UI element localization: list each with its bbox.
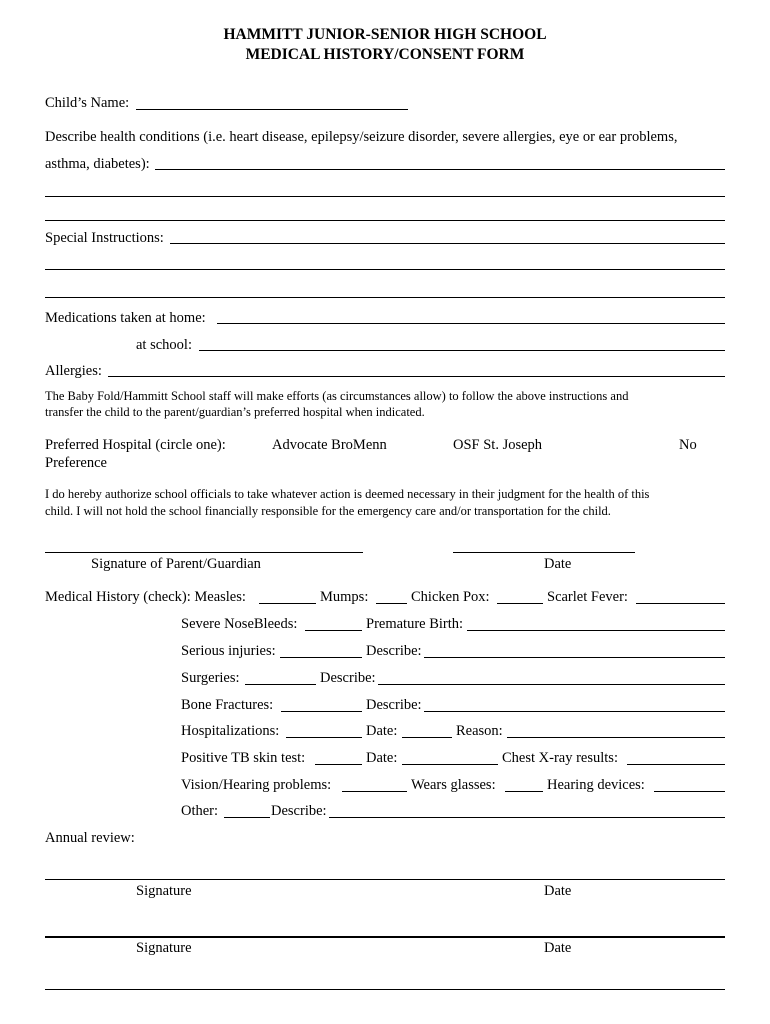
reason-field[interactable] (507, 737, 725, 738)
medications-home-label: Medications taken at home: (45, 310, 206, 326)
severe-nosebleeds-field[interactable] (305, 630, 362, 631)
parent-date-label: Date (544, 556, 572, 572)
annual-signature-label-1: Signature (136, 883, 192, 899)
mumps-field[interactable] (376, 603, 407, 604)
other-describe-field[interactable] (329, 817, 725, 818)
wears-glasses-label: Wears glasses: (411, 777, 496, 793)
authorization-line1: I do hereby authorize school officials to take whatever action is deemed necessary in their judgment for the health of this (45, 487, 650, 501)
tb-date-field[interactable] (402, 764, 498, 765)
chest-xray-label: Chest X-ray results: (502, 750, 618, 766)
annual-review-label: Annual review: (45, 830, 135, 846)
hearing-devices-label: Hearing devices: (547, 777, 645, 793)
tb-date-label: Date: (366, 750, 398, 766)
bone-fractures-describe-field[interactable] (424, 711, 725, 712)
annual-signature-label-2: Signature (136, 940, 192, 956)
medications-home-field[interactable] (217, 323, 725, 324)
authorization-line2: child. I will not hold the school financially responsible for the emergency care and/or transportation for the child. (45, 504, 611, 518)
serious-injuries-describe-field[interactable] (424, 657, 725, 658)
allergies-field[interactable] (108, 376, 725, 377)
chicken-pox-label: Chicken Pox: (411, 589, 490, 605)
preferred-hospital-label: Preferred Hospital (circle one): (45, 437, 226, 453)
health-conditions-field-2[interactable] (45, 196, 725, 197)
special-instructions-field-3[interactable] (45, 297, 725, 298)
bone-fractures-field[interactable] (281, 711, 362, 712)
medications-school-field[interactable] (199, 350, 725, 351)
hospitalizations-label: Hospitalizations: (181, 723, 280, 739)
hospitalizations-date-field[interactable] (402, 737, 452, 738)
surgeries-describe-label: Describe: (320, 670, 376, 686)
signature-parent-label: Signature of Parent/Guardian (91, 556, 261, 572)
parent-date-field[interactable] (453, 552, 635, 553)
bone-fractures-describe-label: Describe: (366, 697, 422, 713)
special-instructions-label: Special Instructions: (45, 230, 164, 246)
health-conditions-field-1[interactable] (155, 169, 725, 170)
special-instructions-field-2[interactable] (45, 269, 725, 270)
form-title-line2: MEDICAL HISTORY/CONSENT FORM (245, 46, 525, 63)
form-title-line1: HAMMITT JUNIOR-SENIOR HIGH SCHOOL (223, 26, 547, 43)
chicken-pox-field[interactable] (497, 603, 543, 604)
allergies-label: Allergies: (45, 363, 102, 379)
annual-review-signature-field-3[interactable] (45, 989, 725, 990)
hospitalizations-date-label: Date: (366, 723, 398, 739)
surgeries-field[interactable] (245, 684, 316, 685)
premature-birth-field[interactable] (467, 630, 725, 631)
hearing-devices-field[interactable] (654, 791, 725, 792)
hospital-option-no[interactable]: No (679, 437, 697, 453)
special-instructions-field-1[interactable] (170, 243, 725, 244)
scarlet-fever-field[interactable] (636, 603, 725, 604)
childs-name-label: Child’s Name: (45, 95, 130, 111)
wears-glasses-field[interactable] (505, 791, 543, 792)
other-field[interactable] (224, 817, 270, 818)
tb-test-field[interactable] (315, 764, 362, 765)
serious-injuries-label: Serious injuries: (181, 643, 276, 659)
other-label: Other: (181, 803, 219, 819)
medications-school-label: at school: (136, 337, 192, 353)
annual-review-signature-field-2[interactable] (45, 936, 725, 938)
childs-name-field[interactable] (136, 109, 408, 110)
health-conditions-label-line2: asthma, diabetes): (45, 156, 150, 172)
surgeries-label: Surgeries: (181, 670, 240, 686)
measles-field[interactable] (259, 603, 316, 604)
scarlet-fever-label: Scarlet Fever: (547, 589, 628, 605)
health-conditions-label-line1: Describe health conditions (i.e. heart disease, epilepsy/seizure disorder, severe allergies, eye or ear problems, (45, 129, 678, 145)
annual-date-label-1: Date (544, 883, 572, 899)
serious-injuries-field[interactable] (280, 657, 362, 658)
mumps-label: Mumps: (320, 589, 369, 605)
bone-fractures-label: Bone Fractures: (181, 697, 274, 713)
parent-signature-field[interactable] (45, 552, 363, 553)
health-conditions-field-3[interactable] (45, 220, 725, 221)
hospitalizations-field[interactable] (286, 737, 362, 738)
annual-review-signature-field-1[interactable] (45, 879, 725, 880)
chest-xray-field[interactable] (627, 764, 725, 765)
hospital-option-preference[interactable]: Preference (45, 455, 107, 471)
surgeries-describe-field[interactable] (378, 684, 725, 685)
staff-notice-line2: transfer the child to the parent/guardian’s preferred hospital when indicated. (45, 405, 425, 419)
hospital-option-bromenn[interactable]: Advocate BroMenn (272, 437, 387, 453)
staff-notice-line1: The Baby Fold/Hammitt School staff will make efforts (as circumstances allow) to follow the above instructions and (45, 389, 629, 403)
hospital-option-osf[interactable]: OSF St. Joseph (453, 437, 543, 453)
reason-label: Reason: (456, 723, 503, 739)
annual-date-label-2: Date (544, 940, 572, 956)
medical-history-measles-label: Medical History (check): Measles: (45, 589, 246, 605)
tb-test-label: Positive TB skin test: (181, 750, 306, 766)
vision-hearing-field[interactable] (342, 791, 407, 792)
severe-nosebleeds-label: Severe NoseBleeds: (181, 616, 298, 632)
vision-hearing-label: Vision/Hearing problems: (181, 777, 332, 793)
other-describe-label: Describe: (271, 803, 327, 819)
serious-injuries-describe-label: Describe: (366, 643, 422, 659)
premature-birth-label: Premature Birth: (366, 616, 464, 632)
